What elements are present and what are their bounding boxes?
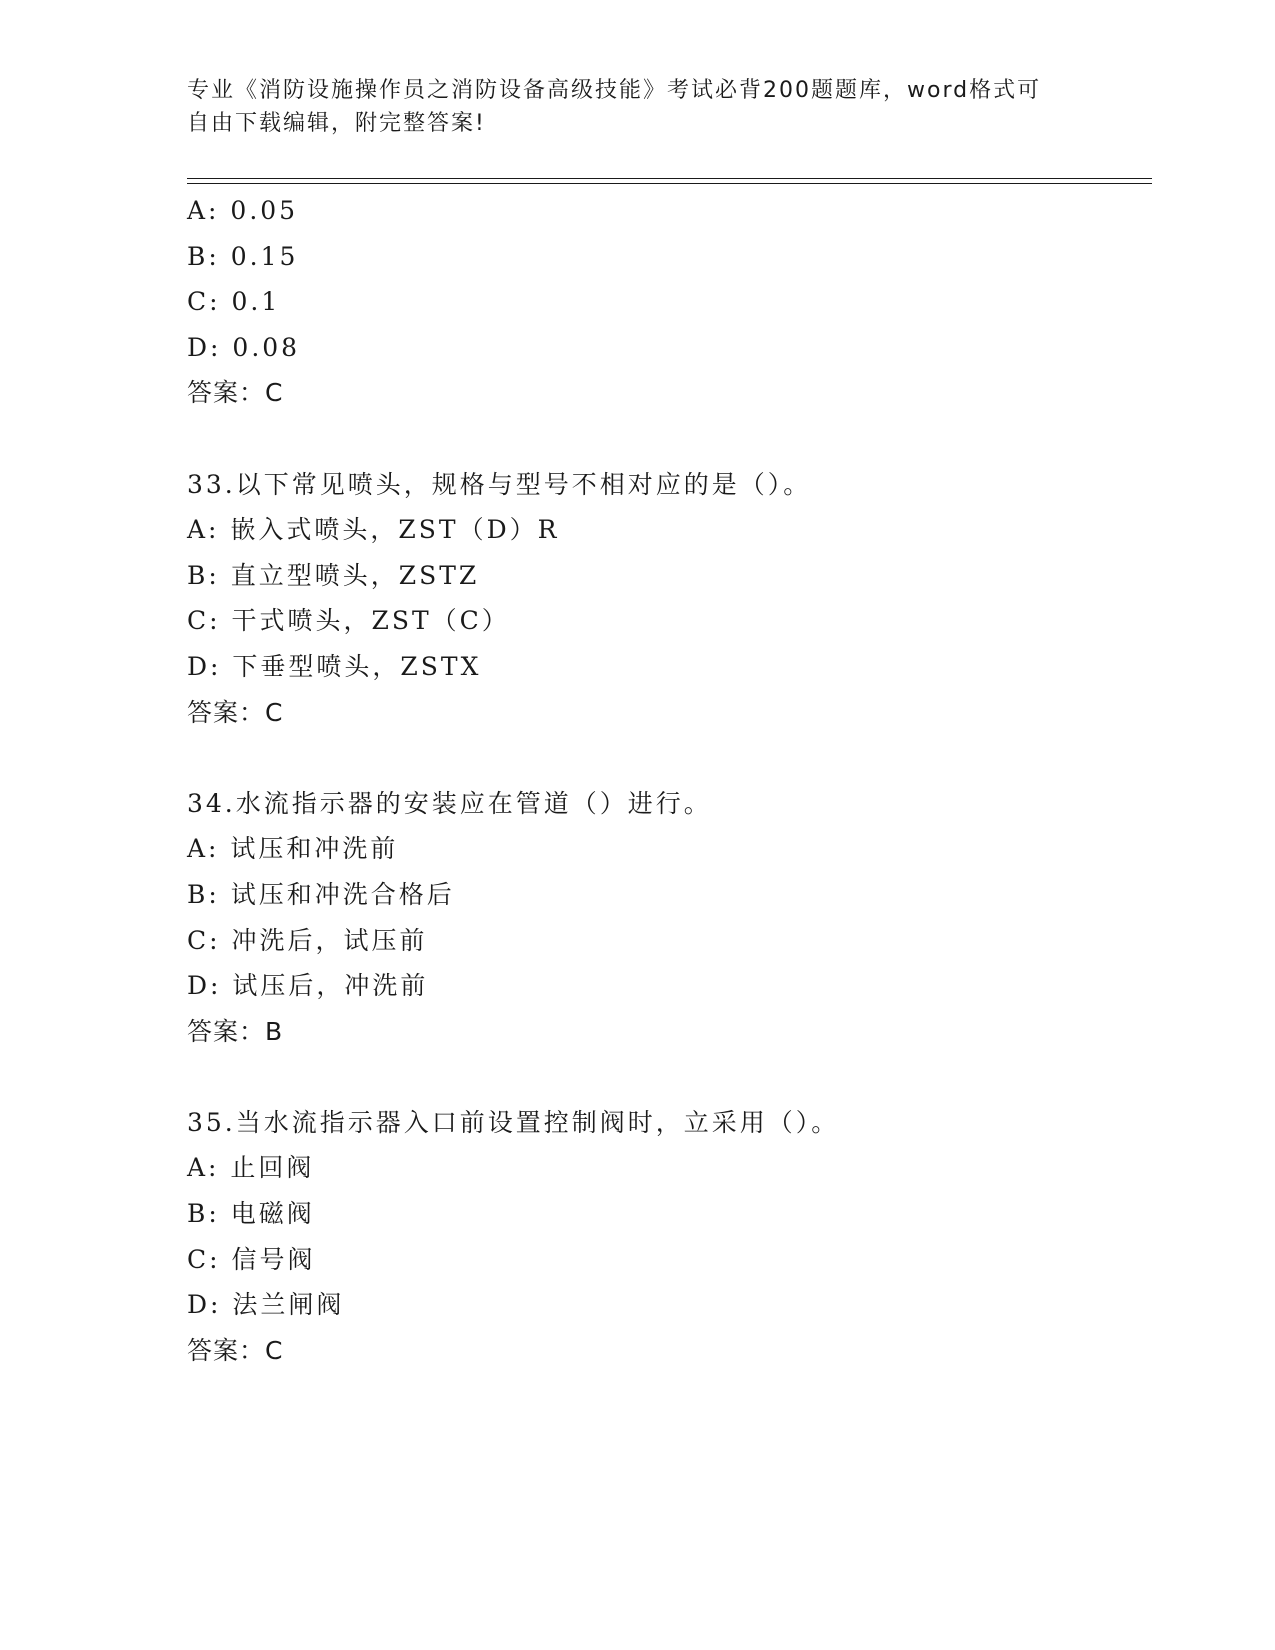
option-d: D: 试压后，冲洗前 [187, 971, 429, 1001]
answer: 答案：C [187, 1335, 284, 1365]
question-33 [187, 462, 1152, 736]
option-c: C: 0.1 [187, 287, 281, 317]
option-c: C: 信号阀 [187, 1244, 316, 1274]
option-b: B: 0.15 [187, 241, 299, 271]
document-header [187, 74, 1087, 140]
option-a: A: 嵌入式喷头，ZST（D）R [187, 515, 560, 545]
option-a: A: 0.05 [187, 196, 299, 225]
option-b: B: 试压和冲洗合格后 [187, 879, 455, 909]
spacer [187, 1054, 1152, 1100]
option-a: A: 试压和冲洗前 [187, 834, 399, 864]
option-c: C: 干式喷头，ZST（C） [187, 606, 510, 636]
question-list [187, 188, 1152, 1373]
option-a: A: 止回阀 [187, 1153, 315, 1183]
header-line-2: 自由下载编辑，附完整答案! [187, 111, 486, 136]
header-double-rule [187, 178, 1152, 184]
option-b: B: 电磁阀 [187, 1199, 315, 1229]
option-c: C: 冲洗后，试压前 [187, 925, 428, 955]
answer: 答案：B [187, 1016, 284, 1046]
question-34 [187, 781, 1152, 1055]
header-line-1: 专业《消防设施操作员之消防设备高级技能》考试必背200题题库，word格式可 [187, 78, 1042, 103]
question-text: 34.水流指示器的安装应在管道（）进行。 [187, 788, 712, 818]
question-32-partial [187, 188, 1152, 416]
question-text: 33.以下常见喷头，规格与型号不相对应的是（）。 [187, 469, 812, 499]
spacer [187, 735, 1152, 781]
answer: 答案：C [187, 697, 284, 727]
spacer [187, 416, 1152, 462]
question-text: 35.当水流指示器入口前设置控制阀时，立采用（）。 [187, 1107, 840, 1137]
answer: 答案：C [187, 378, 284, 408]
question-35 [187, 1100, 1152, 1374]
option-d: D: 法兰闸阀 [187, 1290, 345, 1320]
option-b: B: 直立型喷头，ZSTZ [187, 560, 480, 590]
option-d: D: 0.08 [187, 332, 301, 362]
option-d: D: 下垂型喷头，ZSTX [187, 651, 482, 681]
